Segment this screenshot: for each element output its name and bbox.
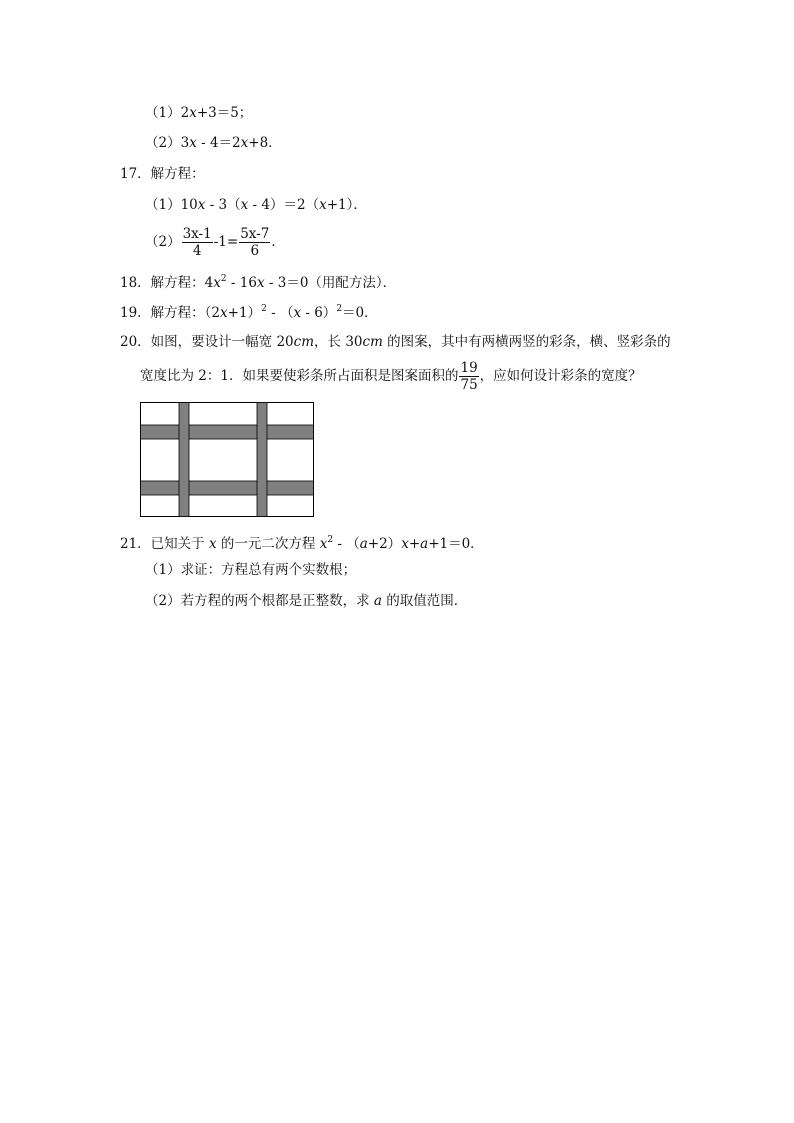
question-text: 19．解方程：（2 <box>120 305 221 321</box>
denominator: 6 <box>250 243 260 259</box>
expr: 2 <box>180 105 190 121</box>
expr: - （ <box>266 305 294 321</box>
numerator: 3x-1 <box>182 226 212 242</box>
numerator: 19 <box>460 360 478 376</box>
horizontal-stripe-bottom <box>141 481 314 495</box>
q21-part1: （1）求证：方程总有两个实数根； <box>145 562 357 578</box>
vertical-stripe-left <box>179 403 189 517</box>
q17-title: 17．解方程： <box>120 166 205 182</box>
fraction-right <box>239 227 270 258</box>
q21-line1 <box>120 531 484 553</box>
variable: x <box>401 536 409 552</box>
fraction <box>459 361 478 392</box>
question-text: 的图案，其中有两横两竖的彩条，横、竖彩条的 <box>382 334 671 350</box>
unit: cm <box>293 334 315 350</box>
variable: x <box>293 305 302 321</box>
expr: - 3（ <box>205 197 241 213</box>
question-text: 21．已知关于 <box>120 536 209 552</box>
expr: - 16 <box>226 275 257 291</box>
part-label: （2） <box>145 234 181 250</box>
expr: +8． <box>248 135 282 151</box>
denominator: 75 <box>460 377 478 393</box>
part-label: （2） <box>145 135 181 151</box>
exponent: 2 <box>261 304 267 314</box>
expr: - （ <box>333 536 360 552</box>
q20-line1 <box>120 333 671 351</box>
fraction-left <box>182 227 213 258</box>
part-label: （1） <box>145 105 181 121</box>
expr: +1） <box>227 305 262 321</box>
question-text: （2）若方程的两个根都是正整数，求 <box>145 593 374 609</box>
variable: a <box>359 536 368 552</box>
variable: x <box>208 536 217 552</box>
expr: +1＝0． <box>428 536 484 552</box>
expr: +3＝5； <box>196 105 253 121</box>
question-text: ，长 30 <box>314 334 363 350</box>
q19 <box>120 300 378 322</box>
variable: x <box>319 536 328 552</box>
q20-line2 <box>140 358 642 394</box>
q18 <box>120 270 396 292</box>
variable: x <box>197 197 206 213</box>
variable: a <box>373 593 382 609</box>
q16-part1 <box>145 104 252 122</box>
question-text: 的取值范围． <box>381 593 468 609</box>
pattern-border <box>141 403 314 517</box>
question-text: 宽度比为 2：1．如果要使彩条所占面积是图案面积的 <box>140 368 459 384</box>
denominator: 4 <box>192 243 202 259</box>
expr: ． <box>271 234 285 250</box>
expr: - 6） <box>301 305 337 321</box>
expr: - 3＝0（用配方法）． <box>264 275 397 291</box>
expr: - 4）＝2（ <box>248 197 320 213</box>
q21-part2 <box>145 592 467 610</box>
expr: ＝0． <box>342 305 378 321</box>
q16-part2 <box>145 134 282 152</box>
q17-part1 <box>145 196 367 214</box>
variable: x <box>189 135 197 151</box>
expr: - 4＝2 <box>196 135 241 151</box>
exponent: 2 <box>336 304 343 314</box>
variable: x <box>220 305 228 321</box>
q17-part2 <box>145 224 285 260</box>
vertical-stripe-right <box>257 403 267 517</box>
variable: a <box>420 536 429 552</box>
variable: x <box>189 105 197 121</box>
variable: x <box>256 275 265 291</box>
expr: + <box>408 536 421 552</box>
expr: +1）． <box>326 197 367 213</box>
expr: +2） <box>367 536 402 552</box>
question-text: 18．解方程：4 <box>120 275 214 291</box>
variable: x <box>319 197 327 213</box>
expr: -1= <box>213 234 239 250</box>
horizontal-stripe-top <box>141 425 314 439</box>
question-text: 20．如图，要设计一幅宽 20 <box>120 334 294 350</box>
part-label: （1） <box>145 197 181 213</box>
numerator: 5x-7 <box>240 226 270 242</box>
exponent: 2 <box>327 535 334 545</box>
question-text: 的一元二次方程 <box>216 536 320 552</box>
unit: cm <box>362 334 383 350</box>
expr: 10 <box>180 197 198 213</box>
variable: x <box>240 197 249 213</box>
question-text: ，应如何设计彩条的宽度？ <box>479 368 642 384</box>
stripe-pattern-figure <box>140 402 314 517</box>
variable: x <box>213 275 221 291</box>
exponent: 2 <box>220 274 227 284</box>
expr: 3 <box>180 135 190 151</box>
variable: x <box>240 135 249 151</box>
